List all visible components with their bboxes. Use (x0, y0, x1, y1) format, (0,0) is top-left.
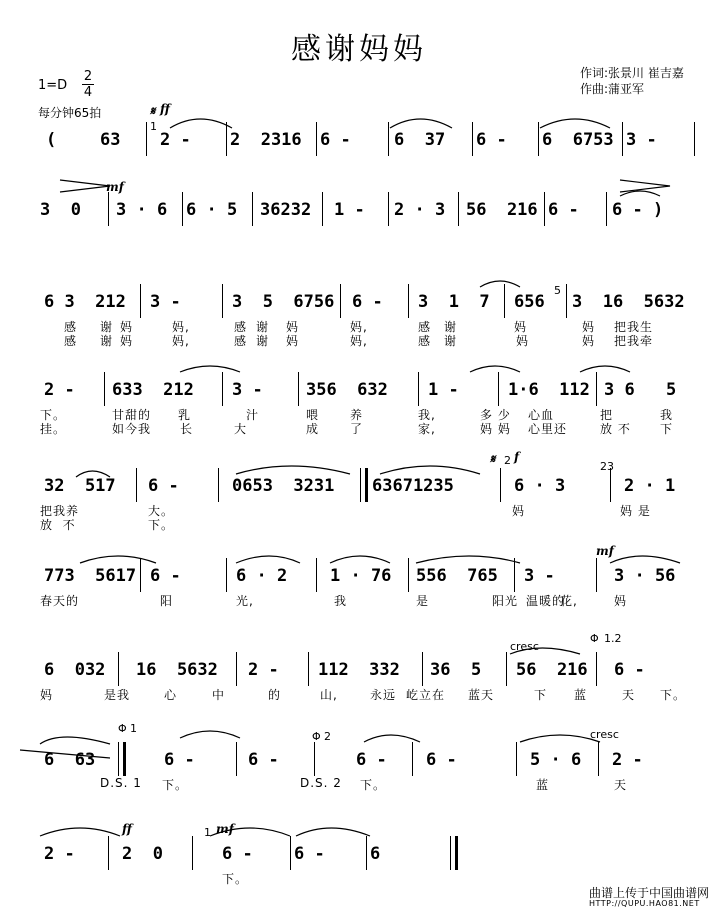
lyric-word: 妈 (120, 334, 134, 348)
bar-line (218, 468, 219, 502)
bar-line (118, 652, 119, 686)
lyric-word: 放 不 (40, 518, 76, 532)
cresc-label: cresc (510, 640, 539, 653)
note-group: 2 · 1 (624, 476, 676, 496)
lyric-word: 下。 (222, 872, 249, 886)
lyric-word: 谢 (100, 334, 114, 348)
dynamic-mf-3: mf (216, 822, 234, 836)
note-group: 556 765 (416, 566, 498, 586)
composer-credit: 作曲:蒲亚军 (580, 82, 645, 96)
bar-line (108, 192, 109, 226)
grace-note-1: 1 (204, 826, 211, 839)
bar-line (408, 284, 409, 318)
lyric-word: 是 (416, 594, 430, 608)
note-group: 2 2316 (230, 130, 302, 150)
bar-line (412, 742, 413, 776)
lyric-word: 妈 (582, 320, 596, 334)
coda-sign: Φ (590, 632, 599, 645)
notes-row (0, 130, 718, 160)
volta-2-label: 2 (504, 454, 511, 467)
lyric-word: 养 (350, 408, 364, 422)
note-group: 2 - (248, 660, 279, 680)
lyric-word: 大。 (148, 504, 175, 518)
note-group: 6 - (320, 130, 351, 150)
lyric-word: 妈 (286, 320, 300, 334)
dynamic-f: f (514, 450, 520, 464)
lyrics-line (0, 776, 718, 792)
cresc-label-2: cresc (590, 728, 619, 741)
lyric-word: 妈 (512, 504, 526, 518)
lyric-word: 挂。 (40, 422, 67, 436)
lyric-word: 妈 (614, 594, 628, 608)
note-group: 2 - (160, 130, 191, 150)
lyric-word: 花, (560, 594, 578, 608)
lyric-word: 谢 (256, 320, 270, 334)
lyric-word: 下。 (148, 518, 175, 532)
bar-line (140, 284, 141, 318)
bar-line (596, 652, 597, 686)
note-group: 6 - (150, 566, 181, 586)
note-group: 6 - (148, 476, 179, 496)
dynamic-mf-2: mf (596, 544, 614, 558)
note-group: 6 - (476, 130, 507, 150)
note-group: 112 332 (318, 660, 400, 680)
note-group: 3 - (524, 566, 555, 586)
lyric-word: 心 (164, 688, 178, 702)
bar-line (596, 558, 597, 592)
bar-line (226, 122, 227, 156)
note-group: 2 - (44, 380, 75, 400)
lyric-word: 谢 (444, 334, 458, 348)
bar-line (500, 468, 501, 502)
lyric-word: 大 (234, 422, 248, 436)
lyric-word: 谢 (256, 334, 270, 348)
note-group: 6 - (352, 292, 383, 312)
lyric-word: 温暖的 (526, 594, 566, 608)
lyric-word: 蓝 (574, 688, 588, 702)
key-signature: 1=D (38, 78, 68, 93)
song-title: 感谢妈妈 (291, 32, 427, 67)
bar-line (366, 836, 367, 870)
lyricist-credit: 作词:张景川 崔吉嘉 (580, 66, 684, 80)
note-group: 1 · 76 (330, 566, 392, 586)
note-group: 3 - (150, 292, 181, 312)
lyric-word: 把我牵 (614, 334, 654, 348)
bar-line (316, 558, 317, 592)
bar-line (610, 468, 611, 502)
lyric-word: 汁 (246, 408, 260, 422)
bar-line (226, 558, 227, 592)
dynamic-mf: mf (106, 180, 124, 194)
segno-sign-2: 𝄋 (490, 452, 496, 466)
footer-url: HTTP://QUPU.HAO81.NET (589, 899, 700, 908)
note-group: 633 212 (112, 380, 194, 400)
note-group: 6 37 (394, 130, 446, 150)
lyric-word: 永远 (370, 688, 397, 702)
bar-line (222, 284, 223, 318)
bar-line (598, 742, 599, 776)
bar-line (538, 122, 539, 156)
bar-line (458, 192, 459, 226)
bar-line (418, 372, 419, 406)
bar-line (108, 836, 109, 870)
notes-row (0, 200, 718, 230)
lyric-word: 妈 (514, 320, 528, 334)
note-group: 6 6753 (542, 130, 614, 150)
bar-line (290, 836, 291, 870)
lyrics-line (0, 686, 718, 702)
bar-line (322, 192, 323, 226)
bar-line (252, 192, 253, 226)
note-group: 1·6 112 (508, 380, 590, 400)
meter-top: 2 (83, 69, 93, 84)
lyrics-line (0, 592, 718, 608)
meter-bottom: 4 (83, 85, 93, 100)
bar-line (596, 372, 597, 406)
lyric-word: 妈 (582, 334, 596, 348)
note-group: 2 - (44, 844, 75, 864)
lyric-word: D.S. 1 (100, 776, 142, 790)
lyric-word: 我 (660, 408, 674, 422)
note-group: 36232 (260, 200, 312, 220)
coda-1-label: 1 (130, 722, 137, 735)
bar-line (388, 122, 389, 156)
tempo-marking: 每分钟65拍 (38, 106, 102, 120)
lyric-word: 家, (418, 422, 436, 436)
bar-line (516, 742, 517, 776)
lyric-word: 妈, (172, 334, 190, 348)
bar-line (104, 372, 105, 406)
lyric-word: 感 (418, 320, 432, 334)
lyric-word: 妈, (350, 320, 368, 334)
note-group: 6 - (548, 200, 579, 220)
lyrics-line (0, 420, 718, 436)
note-group: 6 032 (44, 660, 106, 680)
grace-note-5: 5 (554, 284, 561, 297)
lyric-word: 天 (622, 688, 636, 702)
note-group: ( (46, 130, 57, 150)
note-group: 1 - (428, 380, 459, 400)
lyrics-line (0, 332, 718, 348)
lyric-word: 下 (534, 688, 548, 702)
note-group: 6 - (356, 750, 387, 770)
lyric-word: 下 (660, 422, 674, 436)
lyric-word: 屹立在 (406, 688, 446, 702)
lyric-word: 山, (320, 688, 338, 702)
bar-line (498, 372, 499, 406)
lyric-word: 喂 (306, 408, 320, 422)
bar-line (622, 122, 623, 156)
lyric-word: 放 不 (600, 422, 631, 436)
footer-source: 曲谱上传于中国曲谱网 (589, 886, 710, 900)
lyric-word: D.S. 2 (300, 776, 342, 790)
note-group: 6 (370, 844, 381, 864)
note-group: 3 - (626, 130, 657, 150)
bar-line (136, 468, 137, 502)
lyric-word: 下。 (40, 408, 67, 422)
lyric-word: 妈 妈 (480, 422, 511, 436)
bar-line (514, 558, 515, 592)
segno-sign: 𝄋 (150, 104, 156, 118)
note-group: 6 - (294, 844, 325, 864)
lyric-word: 下。 (162, 778, 189, 792)
note-group: 6 63 (44, 750, 96, 770)
note-group: 6 3 212 (44, 292, 126, 312)
bar-line (308, 652, 309, 686)
lyric-word: 长 (180, 422, 194, 436)
bar-line (340, 284, 341, 318)
bar-line (316, 122, 317, 156)
bar-line (360, 468, 368, 502)
lyric-word: 蓝天 (468, 688, 495, 702)
lyric-word: 把我生 (614, 320, 654, 334)
note-group: 3 0 (40, 200, 81, 220)
lyric-word: 了 (350, 422, 364, 436)
bar-line (140, 558, 141, 592)
bar-line (236, 652, 237, 686)
lyric-word: 妈 (120, 320, 134, 334)
note-group: 1 - (334, 200, 365, 220)
bar-line (408, 558, 409, 592)
lyric-word: 的 (268, 688, 282, 702)
coda-sign-2: Φ (312, 730, 321, 743)
note-group: 5 · 6 (530, 750, 582, 770)
lyric-word: 下。 (360, 778, 387, 792)
bar-line (450, 836, 458, 870)
lyrics-line (0, 516, 718, 532)
coda-sign-1: Φ (118, 722, 127, 735)
bar-line (606, 192, 607, 226)
dynamic-ff-2: ff (122, 822, 132, 836)
lyric-word: 我, (418, 408, 436, 422)
time-signature (82, 70, 94, 99)
note-group: 6 - ) (612, 200, 664, 220)
note-group: 6 · 5 (186, 200, 238, 220)
dynamic-ff: ff (160, 102, 170, 116)
bar-line (236, 742, 237, 776)
bar-line (694, 122, 695, 156)
note-group: 656 (514, 292, 545, 312)
note-group: 6 - (248, 750, 279, 770)
bar-line (314, 742, 315, 776)
bar-line (192, 836, 193, 870)
lyric-word: 妈 (516, 334, 530, 348)
note-group: 56 216 (516, 660, 588, 680)
bar-line (298, 372, 299, 406)
coda-2-label: 2 (324, 730, 331, 743)
lyric-word: 乳 (178, 408, 192, 422)
note-group: 56 216 (466, 200, 538, 220)
note-group: 32 517 (44, 476, 116, 496)
lyric-word: 我 (334, 594, 348, 608)
lyric-word: 把 (600, 408, 614, 422)
lyric-word: 中 (212, 688, 226, 702)
lyric-word: 如今我 (112, 422, 152, 436)
note-group: 3 5 6756 (232, 292, 335, 312)
lyric-word: 成 (306, 422, 320, 436)
note-group: 3 - (232, 380, 263, 400)
lyric-word: 光, (236, 594, 254, 608)
note-group: 3 1 7 (418, 292, 490, 312)
note-group: 36 5 (430, 660, 482, 680)
note-group: 2 - (612, 750, 643, 770)
note-group: 63671235 (372, 476, 454, 496)
lyric-word: 蓝 (536, 778, 550, 792)
note-group: 3 6 (604, 380, 635, 400)
bar-line (422, 652, 423, 686)
lyric-word: 感 (234, 320, 248, 334)
lyric-word: 感 (64, 334, 78, 348)
bar-line (566, 284, 567, 318)
lyric-word: 阳 (160, 594, 174, 608)
lyric-word: 妈 (286, 334, 300, 348)
lyric-word: 谢 (100, 320, 114, 334)
volta-12-label: 1.2 (604, 632, 622, 645)
note-group: 2 · 3 (394, 200, 446, 220)
note-group: 5 (666, 380, 677, 400)
lyric-word: 心血 (528, 408, 555, 422)
note-group: 6 · 2 (236, 566, 288, 586)
note-group: 3 · 6 (116, 200, 168, 220)
lyric-word: 心里还 (528, 422, 568, 436)
volta-1-label: 1 (150, 120, 157, 133)
lyric-word: 妈 (40, 688, 54, 702)
bar-line (146, 122, 147, 156)
lyric-word: 是我 (104, 688, 131, 702)
note-group: 2 0 (122, 844, 163, 864)
lyric-word: 感 (64, 320, 78, 334)
lyric-word: 妈, (172, 320, 190, 334)
bar-line (506, 652, 507, 686)
lyric-word: 妈 是 (620, 504, 651, 518)
note-group: 63 (100, 130, 121, 150)
note-group: 6 - (164, 750, 195, 770)
note-group: 3 · 56 (614, 566, 676, 586)
lyric-word: 谢 (444, 320, 458, 334)
lyric-word: 春天的 (40, 594, 80, 608)
lyric-word: 感 (234, 334, 248, 348)
note-group: 6 - (426, 750, 457, 770)
note-group: 6 - (222, 844, 253, 864)
lyric-word: 阳光 (492, 594, 519, 608)
lyric-word: 把我养 (40, 504, 80, 518)
lyric-word: 甘甜的 (112, 408, 152, 422)
lyric-word: 感 (418, 334, 432, 348)
note-group: 773 5617 (44, 566, 137, 586)
bar-line (544, 192, 545, 226)
bar-line (182, 192, 183, 226)
bar-line (472, 122, 473, 156)
note-group: 356 632 (306, 380, 388, 400)
bar-line (504, 284, 505, 318)
lyric-word: 妈, (350, 334, 368, 348)
lyric-word: 下。 (660, 688, 687, 702)
note-group: 3 16 5632 (572, 292, 685, 312)
note-group: 6 - (614, 660, 645, 680)
bar-line (222, 372, 223, 406)
bar-line (118, 742, 126, 776)
note-group: 0653 3231 (232, 476, 335, 496)
note-group: 16 5632 (136, 660, 218, 680)
note-group: 6 · 3 (514, 476, 566, 496)
grace-note-23: 23 (600, 460, 614, 473)
lyric-word: 多 少 (480, 408, 511, 422)
lyric-word: 天 (614, 778, 628, 792)
bar-line (388, 192, 389, 226)
